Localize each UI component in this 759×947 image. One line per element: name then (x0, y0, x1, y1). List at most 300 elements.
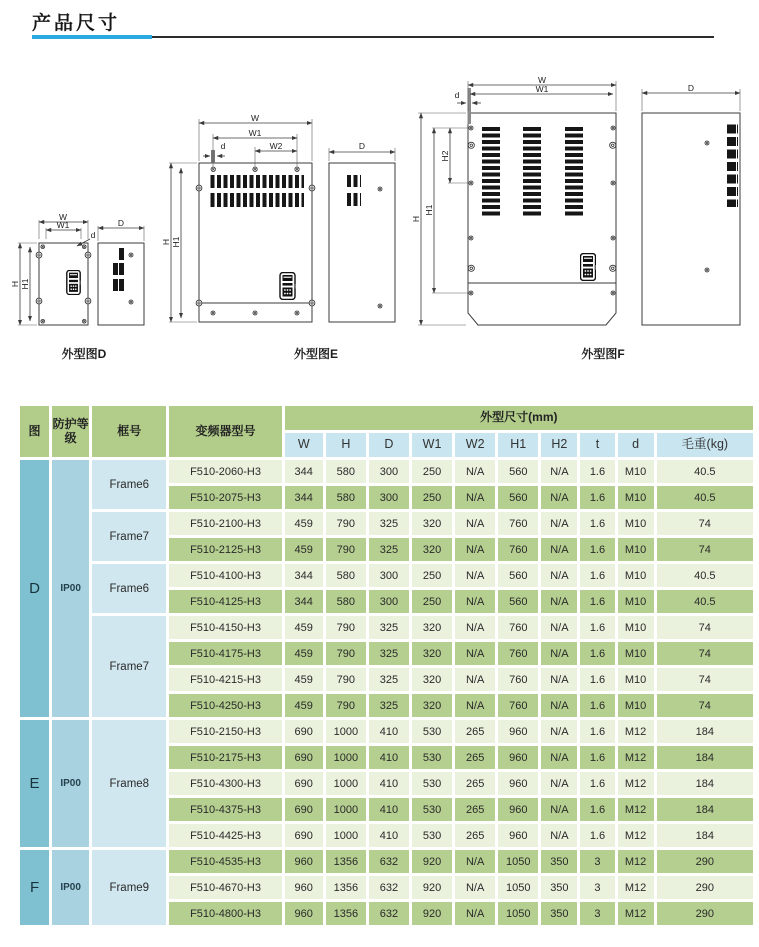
dim-cell: M12 (618, 876, 654, 899)
dim-cell: 632 (369, 850, 409, 873)
mount-screw-icon (85, 252, 91, 258)
dim-cell: M12 (618, 720, 654, 743)
dim-cell: 580 (326, 486, 366, 509)
model-cell: F510-4175-H3 (169, 642, 281, 665)
dim-cell: 790 (326, 694, 366, 717)
dim-cell: 325 (369, 616, 409, 639)
dim-cell: 325 (369, 538, 409, 561)
dim-label-h: H (411, 215, 421, 223)
dim-cell: N/A (455, 460, 495, 483)
edge-screw-icon (611, 291, 615, 295)
model-cell: F510-4300-H3 (169, 772, 281, 795)
dim-cell: 410 (369, 772, 409, 795)
model-cell: F510-4215-H3 (169, 668, 281, 691)
dim-cell: 1356 (326, 850, 366, 873)
dim-cell: 459 (285, 616, 323, 639)
dim-cell: 960 (285, 850, 323, 873)
side-screw-icon (378, 187, 382, 191)
vent-slot (113, 263, 118, 275)
dim-cell: 560 (498, 564, 538, 587)
dim-cell: 325 (369, 642, 409, 665)
col-header-weight: 毛重(kg) (657, 433, 753, 457)
dim-cell: 3 (580, 850, 614, 873)
dim-cell: 1.6 (580, 538, 614, 561)
dim-cell: N/A (541, 616, 577, 639)
mount-screw-icon (610, 265, 616, 271)
dim-cell: 265 (455, 798, 495, 821)
dim-cell: 1356 (326, 876, 366, 899)
dim-cell: N/A (541, 564, 577, 587)
side-screw-icon (309, 185, 315, 191)
dim-cell: 530 (412, 720, 452, 743)
dim-cell: 184 (657, 798, 753, 821)
dim-cell: 344 (285, 564, 323, 587)
mount-screw-icon (36, 298, 42, 304)
dim-cell: 290 (657, 850, 753, 873)
table-body (20, 460, 753, 925)
col-header-h1: H1 (498, 433, 538, 457)
dim-label-depth: D (117, 218, 125, 228)
table-row (20, 512, 753, 535)
dim-cell: 290 (657, 876, 753, 899)
dim-cell: 920 (412, 876, 452, 899)
dim-label-h: H (161, 238, 171, 246)
dim-cell: 760 (498, 512, 538, 535)
dim-cell: N/A (541, 512, 577, 535)
dim-label-h: H (10, 280, 20, 288)
dim-cell: 920 (412, 850, 452, 873)
dim-cell: 560 (498, 460, 538, 483)
vent-slot (119, 248, 124, 260)
dim-label-w: W (250, 113, 260, 123)
mount-screw-icon (36, 252, 42, 258)
dim-label-depth: D (358, 141, 366, 151)
dim-cell: M12 (618, 824, 654, 847)
table-row (20, 720, 753, 743)
dim-cell: M10 (618, 642, 654, 665)
dim-label-w: W (537, 75, 547, 85)
figure-e-drawing (161, 112, 400, 345)
dim-cell: 40.5 (657, 460, 753, 483)
edge-screw-icon (469, 236, 473, 240)
model-cell: F510-4535-H3 (169, 850, 281, 873)
dim-cell: N/A (455, 538, 495, 561)
side-screw-icon (196, 185, 202, 191)
vent-grille (208, 193, 304, 207)
title-underline (32, 35, 714, 40)
dim-cell: 184 (657, 746, 753, 769)
dim-cell: 560 (498, 590, 538, 613)
dim-cell: 300 (369, 564, 409, 587)
dim-cell: 960 (285, 902, 323, 925)
dim-label-w1: W1 (535, 84, 549, 94)
dim-cell: 350 (541, 902, 577, 925)
dim-cell: 690 (285, 746, 323, 769)
dim-cell: 320 (412, 538, 452, 561)
dim-cell: N/A (541, 590, 577, 613)
dim-cell: 320 (412, 642, 452, 665)
mount-screw-icon (610, 142, 616, 148)
side-view (642, 83, 740, 325)
dim-label-h1: H1 (20, 278, 30, 290)
mount-hole-icon (211, 167, 215, 171)
dim-cell: N/A (455, 876, 495, 899)
side-view (98, 218, 144, 325)
dim-cell: 1.6 (580, 564, 614, 587)
dim-cell: N/A (541, 538, 577, 561)
dim-cell: 410 (369, 824, 409, 847)
dim-cell: 1.6 (580, 720, 614, 743)
dim-cell: 580 (326, 460, 366, 483)
dim-cell: 40.5 (657, 486, 753, 509)
dim-cell: N/A (541, 720, 577, 743)
dim-cell: 1000 (326, 824, 366, 847)
dim-cell: 300 (369, 590, 409, 613)
col-header-dims-group: 外型尺寸(mm) (285, 406, 753, 430)
vent-grille (523, 127, 541, 217)
protection-cell: IP00 (52, 850, 89, 925)
dim-cell: 459 (285, 642, 323, 665)
keypad (67, 270, 81, 294)
col-header-fig: 图 (20, 406, 49, 457)
frame-cell: Frame6 (92, 564, 166, 613)
fig-cell: D (20, 460, 49, 717)
edge-screw-icon (611, 126, 615, 130)
model-cell: F510-4670-H3 (169, 876, 281, 899)
dim-cell: 325 (369, 512, 409, 535)
mount-screw-icon (468, 142, 474, 148)
model-cell: F510-4250-H3 (169, 694, 281, 717)
dim-cell: 410 (369, 798, 409, 821)
dim-cell: 320 (412, 616, 452, 639)
dim-cell: M10 (618, 564, 654, 587)
dim-cell: 1000 (326, 798, 366, 821)
dim-cell: 1.6 (580, 798, 614, 821)
model-cell: F510-4375-H3 (169, 798, 281, 821)
dim-label-depth: D (687, 83, 695, 93)
dim-cell: 690 (285, 824, 323, 847)
dim-cell: 690 (285, 798, 323, 821)
dim-cell: 690 (285, 772, 323, 795)
dim-cell: 1.6 (580, 616, 614, 639)
dim-cell: 184 (657, 772, 753, 795)
dim-cell: M10 (618, 694, 654, 717)
dim-cell: M12 (618, 798, 654, 821)
dim-cell: M12 (618, 850, 654, 873)
mount-hole-icon (253, 167, 257, 171)
dimensions-table (17, 403, 756, 928)
dim-cell: 1.6 (580, 486, 614, 509)
model-cell: F510-4425-H3 (169, 824, 281, 847)
dim-cell: 1.6 (580, 642, 614, 665)
dim-cell: N/A (541, 694, 577, 717)
dim-cell: N/A (455, 512, 495, 535)
dim-cell: M12 (618, 746, 654, 769)
dim-label-d: d (220, 141, 226, 151)
dim-cell: 632 (369, 876, 409, 899)
dim-cell: 265 (455, 746, 495, 769)
col-header-protection: 防护等级 (52, 406, 89, 457)
model-cell: F510-4125-H3 (169, 590, 281, 613)
model-cell: F510-2100-H3 (169, 512, 281, 535)
dim-cell: N/A (455, 564, 495, 587)
dim-cell: 1050 (498, 850, 538, 873)
model-cell: F510-2075-H3 (169, 486, 281, 509)
dim-cell: 184 (657, 720, 753, 743)
side-screw-icon (705, 141, 709, 145)
dim-cell: 250 (412, 564, 452, 587)
vent-slot (119, 263, 124, 275)
protection-cell: IP00 (52, 460, 89, 717)
dim-cell: 960 (285, 876, 323, 899)
dim-cell: 760 (498, 668, 538, 691)
dim-cell: N/A (455, 850, 495, 873)
dim-cell: 40.5 (657, 564, 753, 587)
dim-cell: M10 (618, 616, 654, 639)
frame-cell: Frame7 (92, 512, 166, 561)
dim-cell: M10 (618, 668, 654, 691)
side-screw-icon (309, 300, 315, 306)
col-header-w: W (285, 433, 323, 457)
vent-slot (113, 279, 118, 291)
dim-cell: N/A (541, 824, 577, 847)
dim-cell: N/A (541, 668, 577, 691)
model-cell: F510-4100-H3 (169, 564, 281, 587)
dimension-lines (10, 212, 96, 325)
dim-cell: 320 (412, 694, 452, 717)
dim-cell: N/A (455, 590, 495, 613)
dim-cell: 920 (412, 902, 452, 925)
title-underline-line (152, 36, 714, 38)
dim-cell: M10 (618, 512, 654, 535)
table-row (20, 564, 753, 587)
dim-cell: 960 (498, 772, 538, 795)
dim-cell: 459 (285, 694, 323, 717)
dim-cell: 320 (412, 512, 452, 535)
dim-cell: 3 (580, 876, 614, 899)
dim-cell: 632 (369, 902, 409, 925)
dim-cell: 1000 (326, 720, 366, 743)
dim-cell: 344 (285, 590, 323, 613)
dim-cell: 760 (498, 694, 538, 717)
dim-cell: M10 (618, 460, 654, 483)
dim-cell: 265 (455, 772, 495, 795)
mount-hole-icon (295, 167, 299, 171)
vent-slot (346, 193, 361, 206)
figure-e-caption: 外型图E (293, 347, 338, 361)
edge-screw-icon (469, 181, 473, 185)
dim-cell: 250 (412, 486, 452, 509)
dim-cell: 960 (498, 798, 538, 821)
model-cell: F510-2150-H3 (169, 720, 281, 743)
page-title: 产品尺寸 (32, 13, 121, 34)
dim-cell: 410 (369, 746, 409, 769)
corner-screw-icon (41, 245, 45, 249)
protection-cell: IP00 (52, 720, 89, 847)
dim-cell: M10 (618, 538, 654, 561)
dim-cell: 74 (657, 512, 753, 535)
fig-cell: F (20, 850, 49, 925)
side-screw-icon (196, 300, 202, 306)
col-header-h2: H2 (541, 433, 577, 457)
dim-cell: 320 (412, 668, 452, 691)
dim-cell: 410 (369, 720, 409, 743)
corner-screw-icon (82, 245, 86, 249)
vent-grille (565, 127, 583, 217)
dim-cell: N/A (541, 460, 577, 483)
dim-cell: 530 (412, 772, 452, 795)
dim-cell: 1.6 (580, 460, 614, 483)
dim-cell: 530 (412, 798, 452, 821)
dim-cell: 530 (412, 746, 452, 769)
frame-cell: Frame6 (92, 460, 166, 509)
edge-screw-icon (469, 291, 473, 295)
dim-cell: 1.6 (580, 668, 614, 691)
dim-cell: 580 (326, 590, 366, 613)
dim-cell: 1.6 (580, 772, 614, 795)
col-header-w2: W2 (455, 433, 495, 457)
dim-cell: 1000 (326, 746, 366, 769)
dim-cell: 350 (541, 876, 577, 899)
dim-cell: 74 (657, 616, 753, 639)
bottom-screw-icon (253, 311, 257, 315)
keypad (581, 254, 597, 281)
side-screw-icon (378, 304, 382, 308)
dim-label-d: d (454, 90, 460, 100)
dim-cell: 790 (326, 668, 366, 691)
side-view (329, 141, 395, 322)
dim-cell: 560 (498, 486, 538, 509)
dim-cell: N/A (455, 694, 495, 717)
model-cell: F510-2060-H3 (169, 460, 281, 483)
bottom-screw-icon (295, 311, 299, 315)
dim-cell: 1.6 (580, 512, 614, 535)
dim-cell: 350 (541, 850, 577, 873)
mount-screw-icon (85, 298, 91, 304)
dim-label-w1: W1 (248, 128, 262, 138)
dim-cell: 459 (285, 538, 323, 561)
vent-slot-column (727, 122, 738, 207)
figure-d-drawing (10, 212, 154, 343)
vent-slot (346, 175, 361, 187)
dim-cell: N/A (455, 616, 495, 639)
model-cell: F510-4150-H3 (169, 616, 281, 639)
side-screw-icon (129, 253, 133, 257)
dim-cell: N/A (455, 486, 495, 509)
dim-cell: N/A (455, 902, 495, 925)
model-cell: F510-2125-H3 (169, 538, 281, 561)
vent-grille (482, 127, 500, 217)
edge-screw-icon (611, 181, 615, 185)
dim-cell: N/A (541, 798, 577, 821)
col-header-h: H (326, 433, 366, 457)
dim-cell: 760 (498, 616, 538, 639)
fig-cell: E (20, 720, 49, 847)
dim-cell: N/A (541, 486, 577, 509)
figure-f-caption: 外型图F (581, 347, 625, 361)
frame-cell: Frame7 (92, 616, 166, 717)
dim-cell: 530 (412, 824, 452, 847)
corner-screw-icon (41, 319, 45, 323)
dim-cell: 459 (285, 668, 323, 691)
dim-cell: 74 (657, 538, 753, 561)
dim-cell: M12 (618, 902, 654, 925)
dim-cell: 1356 (326, 902, 366, 925)
dim-label-h1: H1 (424, 204, 434, 216)
dim-cell: 1.6 (580, 746, 614, 769)
keypad (280, 273, 296, 300)
title-underline-accent (32, 35, 152, 39)
dim-cell: 40.5 (657, 590, 753, 613)
dim-label-d: d (90, 230, 96, 240)
dim-cell: 74 (657, 668, 753, 691)
dim-cell: 250 (412, 590, 452, 613)
dim-cell: 300 (369, 460, 409, 483)
dim-cell: 790 (326, 538, 366, 561)
dim-cell: 760 (498, 538, 538, 561)
dim-cell: 300 (369, 486, 409, 509)
dim-cell: 459 (285, 512, 323, 535)
side-screw-icon (705, 268, 709, 272)
dim-cell: 344 (285, 460, 323, 483)
dim-cell: 790 (326, 512, 366, 535)
figure-f-drawing (413, 62, 757, 345)
col-header-model: 变频器型号 (169, 406, 281, 457)
dim-cell: N/A (541, 642, 577, 665)
table-row (20, 850, 753, 873)
dim-cell: N/A (541, 746, 577, 769)
dim-cell: 1050 (498, 876, 538, 899)
dim-cell: 960 (498, 746, 538, 769)
dim-cell: M10 (618, 590, 654, 613)
dim-cell: 344 (285, 486, 323, 509)
col-header-frame: 框号 (92, 406, 166, 457)
dim-cell: 74 (657, 694, 753, 717)
model-cell: F510-4800-H3 (169, 902, 281, 925)
dim-cell: 790 (326, 642, 366, 665)
dim-cell: 3 (580, 902, 614, 925)
dim-cell: 325 (369, 694, 409, 717)
front-view (196, 150, 315, 322)
dim-label-w2: W2 (269, 141, 283, 151)
dim-cell: 1.6 (580, 590, 614, 613)
front-view (468, 88, 617, 325)
model-cell: F510-2175-H3 (169, 746, 281, 769)
dim-cell: N/A (455, 642, 495, 665)
dim-cell: 580 (326, 564, 366, 587)
table-row (20, 460, 753, 483)
dim-cell: 74 (657, 642, 753, 665)
edge-screw-icon (469, 126, 473, 130)
col-header-d: D (369, 433, 409, 457)
dim-cell: N/A (455, 668, 495, 691)
col-header-w1: W1 (412, 433, 452, 457)
dim-cell: 1.6 (580, 694, 614, 717)
dim-label-h1: H1 (171, 236, 181, 248)
col-header-dia: d (618, 433, 654, 457)
col-header-t: t (580, 433, 614, 457)
dim-cell: M12 (618, 772, 654, 795)
dim-label-w: W (58, 212, 68, 222)
dim-label-h2: H2 (440, 150, 450, 162)
dim-cell: 1.6 (580, 824, 614, 847)
corner-screw-icon (82, 319, 86, 323)
dim-cell: N/A (541, 772, 577, 795)
dim-cell: 1050 (498, 902, 538, 925)
dim-cell: 325 (369, 668, 409, 691)
edge-screw-icon (611, 236, 615, 240)
frame-cell: Frame8 (92, 720, 166, 847)
